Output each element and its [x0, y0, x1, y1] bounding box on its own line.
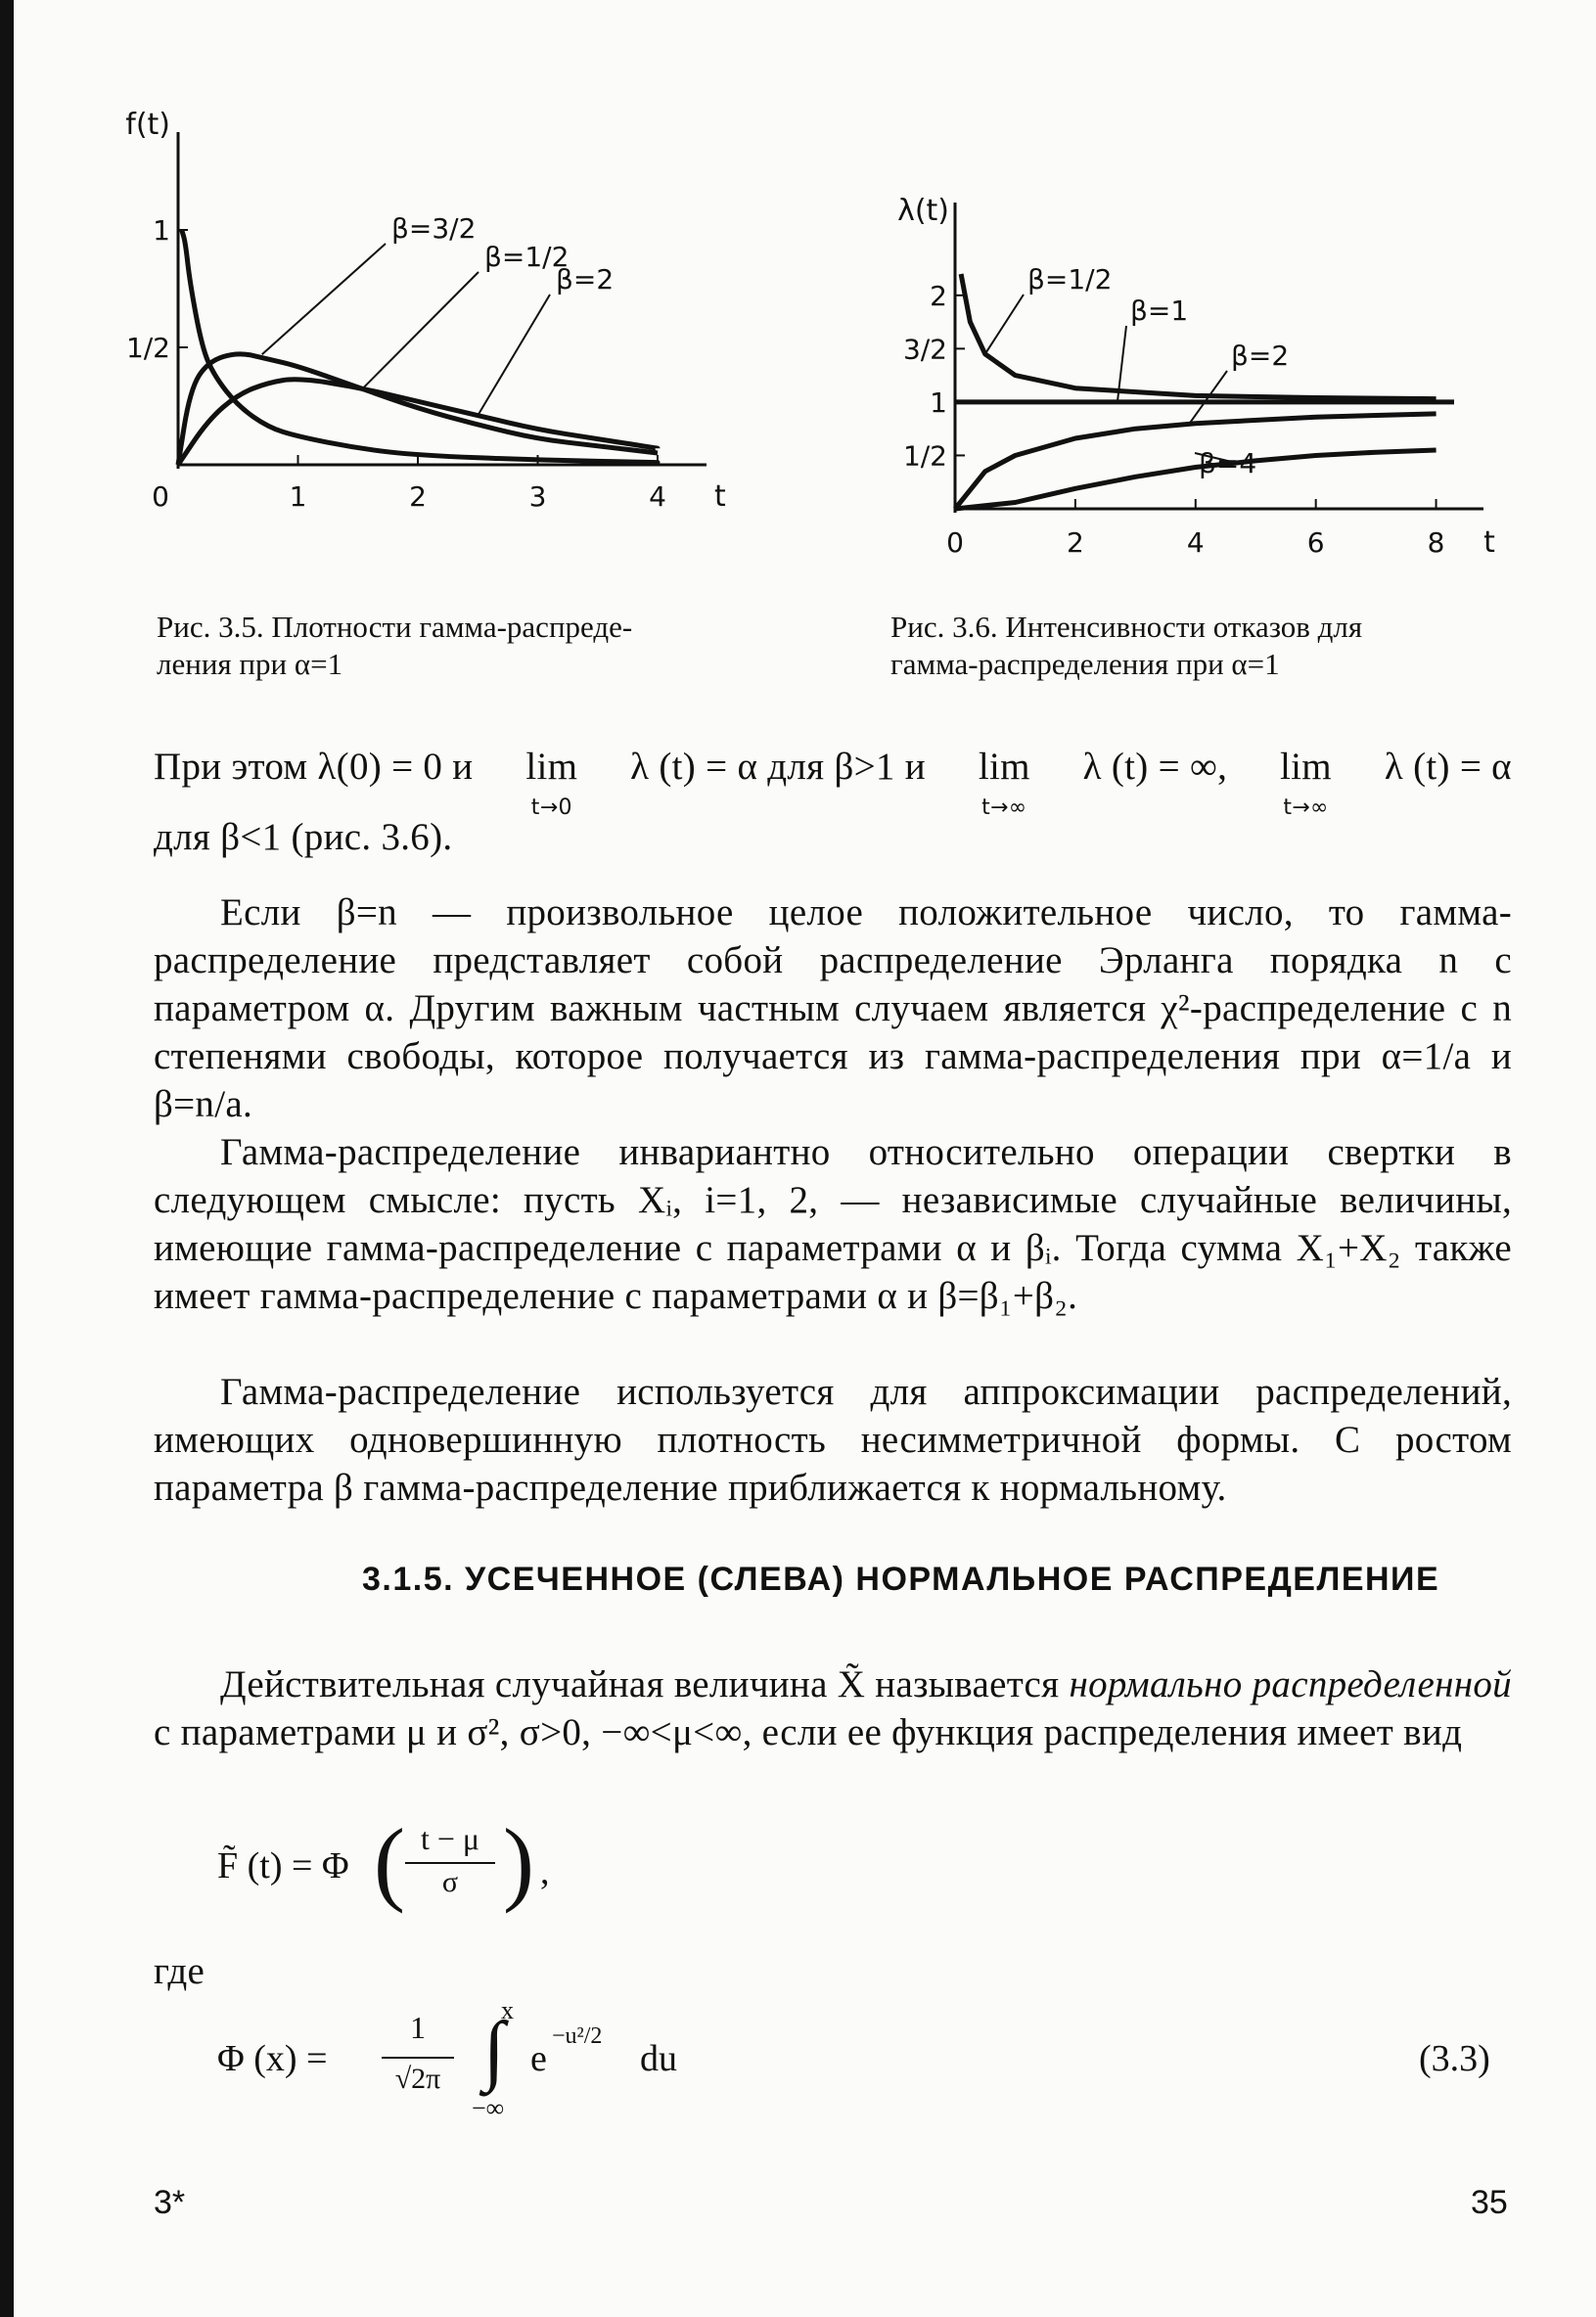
series-label-4: β=4	[1199, 447, 1257, 479]
formula-phi-numerator: 1	[410, 2010, 426, 2045]
limit-t-to-0	[525, 744, 578, 820]
integrand-base: e	[530, 2038, 547, 2079]
integral-upper-limit: x	[501, 1996, 514, 2024]
lim-sub-2: t→∞	[981, 795, 1027, 820]
x-tick-label-0: 0	[946, 526, 964, 559]
chart-gamma-failure-rate	[861, 191, 1527, 587]
limits-text-d: λ (t) = α	[1384, 746, 1512, 788]
limits-text-b: λ (t) = α для β>1 и	[630, 746, 926, 788]
lim-word-2: lim	[978, 746, 1030, 788]
integrand-differential: du	[640, 2038, 677, 2079]
caption-fig-3-5	[157, 609, 793, 683]
page-binding-edge	[0, 0, 14, 2317]
section-heading: 3.1.5. УСЕЧЕННОЕ (СЛЕВА) НОРМАЛЬНОЕ РАСПРЕДЕЛЕНИЕ	[362, 1561, 1440, 1598]
series-leader-1-2	[364, 272, 479, 387]
integral-sign: ∫	[483, 2007, 505, 2093]
limits-text-a: При этом λ(0) = 0 и	[154, 746, 474, 788]
formula-F-lhs: F̃ (t) = Φ	[217, 1845, 349, 1886]
formula-F-numerator: t − μ	[420, 1821, 480, 1856]
figure-3-6	[861, 191, 1527, 587]
limit-t-to-inf-2	[1280, 744, 1332, 820]
formula-phi-fraction-bar	[382, 2057, 454, 2059]
formula-F-lparen: (	[374, 1809, 405, 1914]
formula-phi-denominator: √2π	[394, 2063, 441, 2095]
lim-sub-1: t→0	[530, 795, 572, 820]
lim-word-1: lim	[525, 746, 578, 788]
y-axis-label: λ(t)	[897, 194, 949, 228]
footer-signature-mark: 3*	[154, 2184, 186, 2221]
definition-text-a: Действительная случайная величина X̃ называется	[220, 1663, 1060, 1705]
x-tick-label-1: 1	[289, 480, 307, 513]
lim-word-3: lim	[1280, 746, 1332, 788]
series-label-1-2: β=1/2	[484, 241, 570, 273]
paragraph-convolution: Гамма-распределение инвариантно относительно операции свертки в следующем смысле: пусть Xᵢ, i=1, 2, — независимые случайные величины, имеющие гамма-распределение с параметрами α и βᵢ. Тогда сумма X₁+X₂ также имеет гамма-распределение с параметрами α и β=β₁+β₂.	[154, 1131, 1512, 1317]
series-label-2: β=2	[1231, 340, 1290, 372]
formula-F-denominator: σ	[441, 1866, 459, 1898]
series-label-2: β=2	[556, 263, 615, 295]
formula-F	[217, 1809, 628, 1923]
formula-F-fraction-bar	[405, 1862, 495, 1864]
y-tick-label-3-2: 3/2	[902, 333, 947, 366]
y-tick-label-1: 1	[930, 386, 947, 419]
limits-line	[154, 744, 1512, 820]
integrand-exponent: −u²/2	[552, 2023, 603, 2049]
paragraph-erlang: Если β=n — произвольное целое положительное число, то гамма-распределение представляет собой распределение Эрланга порядка n с параметром α. Другим важным частным случаем является χ²-распределение с n степенями свободы, которое получается из гамма-распределения при α=1/a и β=n/a.	[154, 891, 1512, 1125]
x-tick-label-3: 3	[528, 480, 547, 513]
x-tick-label-2: 2	[1066, 526, 1084, 559]
formula-F-comma: ,	[540, 1851, 550, 1892]
limit-t-to-inf-1	[978, 744, 1030, 820]
chart-gamma-density	[125, 108, 842, 587]
where-word: где	[154, 1950, 205, 1992]
paragraph-definition	[154, 1660, 1512, 1756]
paragraph-approximation: Гамма-распределение используется для аппроксимации распределений, имеющих одновершинную плотность несимметричной формы. С ростом параметра β гамма-распределение приближается к нормальному.	[154, 1371, 1512, 1509]
y-tick-label-1: 1	[153, 214, 170, 247]
x-axis-label: t	[714, 479, 726, 514]
page-number: 35	[1471, 2184, 1508, 2221]
series-line-2	[178, 380, 658, 465]
series-leader-1-2	[985, 295, 1024, 354]
figure-3-5	[125, 108, 842, 587]
definition-term: нормально распределенной	[1069, 1663, 1512, 1705]
series-label-3-2: β=3/2	[391, 212, 477, 245]
integral-lower-limit: −∞	[472, 2094, 505, 2122]
lim-sub-3: t→∞	[1283, 795, 1329, 820]
limits-text-e: для β<1 (рис. 3.6).	[154, 816, 453, 858]
caption-fig-3-5-line1: Рис. 3.5. Плотности гамма-распреде-	[157, 610, 633, 644]
definition-text-b: с параметрами μ и σ², σ>0, −∞<μ<∞, если ее функция распределения имеет вид	[154, 1711, 1463, 1753]
formula-F-rparen: )	[503, 1809, 534, 1914]
y-tick-label-1-2: 1/2	[125, 332, 170, 364]
caption-fig-3-5-line2: ления при α=1	[157, 647, 343, 681]
series-leader-3-2	[262, 244, 386, 354]
series-line-2	[955, 414, 1436, 509]
x-tick-label-0: 0	[152, 480, 169, 513]
limits-text-c: λ (t) = ∞,	[1082, 746, 1228, 788]
x-tick-label-8: 8	[1427, 526, 1445, 559]
series-line-3-2	[178, 354, 658, 465]
series-leader-2	[478, 295, 550, 416]
x-tick-label-4: 4	[1186, 526, 1205, 559]
y-axis-label: f(t)	[125, 108, 170, 142]
series-label-1-2: β=1/2	[1027, 263, 1113, 295]
paragraph-limits	[154, 744, 1512, 861]
y-tick-label-2: 2	[930, 279, 947, 312]
formula-phi-lhs: Φ (x) =	[217, 2038, 328, 2079]
x-tick-label-6: 6	[1306, 526, 1325, 559]
caption-fig-3-6	[890, 609, 1527, 683]
x-tick-label-2: 2	[409, 480, 427, 513]
x-axis-label: t	[1483, 525, 1495, 560]
formula-phi	[217, 1996, 902, 2123]
caption-fig-3-6-line1: Рис. 3.6. Интенсивности отказов для	[890, 610, 1363, 644]
y-tick-label-1-2: 1/2	[902, 439, 947, 473]
caption-fig-3-6-line2: гамма-распределения при α=1	[890, 647, 1280, 681]
x-tick-label-4: 4	[649, 480, 666, 513]
equation-number: (3.3)	[1419, 2038, 1490, 2079]
series-label-1: β=1	[1130, 295, 1189, 327]
